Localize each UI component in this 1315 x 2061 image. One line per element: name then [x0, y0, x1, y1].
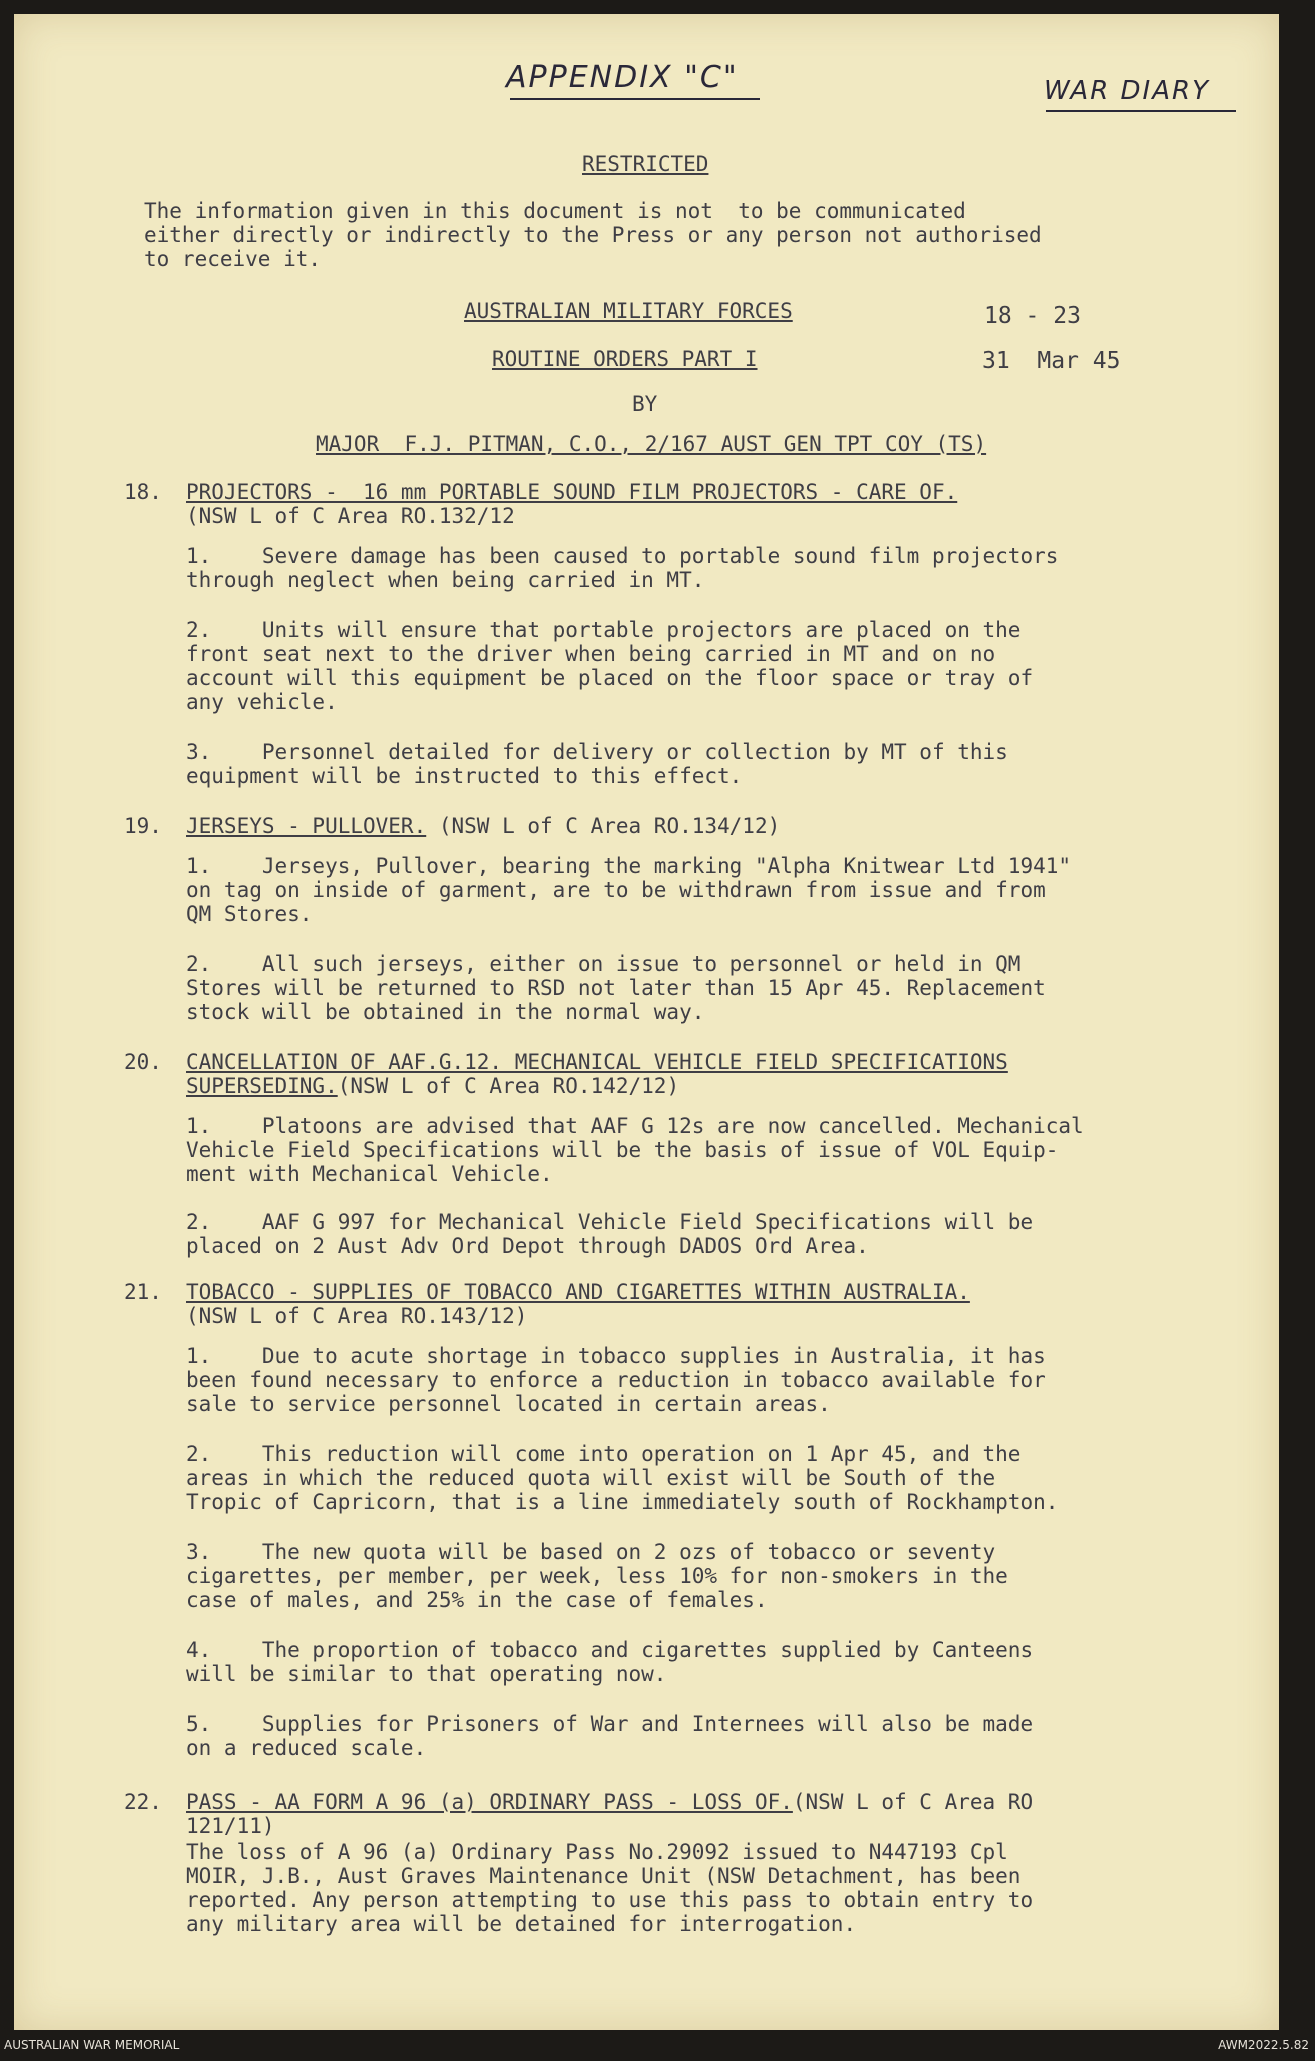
order-title — [186, 480, 957, 528]
order-paragraph — [186, 1114, 1084, 1186]
order-paragraph — [186, 1210, 1033, 1258]
order-paragraph — [186, 618, 1033, 714]
order-title — [186, 1280, 970, 1328]
order-reference: (NSW L of C Area RO.132/12 — [186, 504, 515, 528]
notice-line: to receive it. — [144, 247, 322, 271]
paragraph-line: ment with Mechanical Vehicle. — [186, 1162, 553, 1186]
order-number: 20. — [124, 1050, 162, 1074]
order-reference: (NSW L of C Area RO.143/12) — [186, 1304, 528, 1328]
paragraph-line: 3. Personnel detailed for delivery or collection by MT of this — [186, 740, 1008, 764]
order-paragraph — [186, 952, 1046, 1024]
order-reference: (NSW L of C Area RO — [792, 1790, 1034, 1814]
paragraph-line: front seat next to the driver when being carried in MT and on no — [186, 642, 996, 666]
paragraph-line: on a reduced scale. — [186, 1736, 427, 1760]
paragraph-line: 2. This reduction will come into operation on 1 Apr 45, and the — [186, 1442, 1021, 1466]
order-reference: (NSW L of C Area RO.142/12) — [337, 1074, 680, 1098]
notice-line: The information given in this document is not to be communicated — [144, 199, 966, 223]
order-paragraph — [186, 1638, 1033, 1686]
paragraph-line: MOIR, J.B., Aust Graves Maintenance Unit (NSW Detachment, has been — [186, 1864, 1021, 1888]
paragraph-line: been found necessary to enforce a reduction in tobacco available for — [186, 1368, 1046, 1392]
paragraph-line: 3. The new quota will be based on 2 ozs of tobacco or seventy — [186, 1540, 996, 1564]
notice-line: either directly or indirectly to the Press or any person not authorised — [144, 223, 1042, 247]
paragraph-line: reported. Any person attempting to use this pass to obtain entry to — [186, 1888, 1034, 1912]
paragraph-line: will be similar to that operating now. — [186, 1662, 667, 1686]
order-paragraph — [186, 544, 1058, 592]
paragraph-line: 5. Supplies for Prisoners of War and Internees will also be made — [186, 1712, 1034, 1736]
order-number: 18. — [124, 480, 162, 504]
paragraph-line: account will this equipment be placed on the floor space or tray of — [186, 666, 1034, 690]
paragraph-line: QM Stores. — [186, 902, 313, 926]
order-paragraph — [186, 854, 1071, 926]
header-forces: AUSTRALIAN MILITARY FORCES — [464, 299, 793, 323]
order-paragraph — [186, 1344, 1046, 1416]
war-diary-underline — [1046, 110, 1236, 112]
paragraph-line: 1. Due to acute shortage in tobacco supplies in Australia, it has — [186, 1344, 1046, 1368]
appendix-underline — [510, 98, 760, 100]
order-number: 21. — [124, 1280, 162, 1304]
order-title-text: SUPERSEDING. — [186, 1074, 338, 1098]
paragraph-line: 2. AAF G 997 for Mechanical Vehicle Field Specifications will be — [186, 1210, 1034, 1234]
order-paragraph — [186, 1540, 1008, 1612]
paragraph-line: areas in which the reduced quota will exist will be South of the — [186, 1466, 996, 1490]
order-date: 31 Mar 45 — [982, 348, 1121, 374]
restricted-heading: RESTRICTED — [582, 152, 709, 176]
paragraph-line: The loss of A 96 (a) Ordinary Pass No.29092 issued to N447193 Cpl — [186, 1840, 1008, 1864]
paragraph-line: 2. All such jerseys, either on issue to personnel or held in QM — [186, 952, 1021, 976]
paragraph-line: 2. Units will ensure that portable projectors are placed on the — [186, 618, 1021, 642]
order-reference: (NSW L of C Area RO.134/12) — [438, 814, 781, 838]
handwritten-appendix-label: APPENDIX "C" — [506, 60, 739, 95]
footer-catalogue-id: AWM2022.5.82 — [1218, 2038, 1309, 2052]
paragraph-line: 1. Platoons are advised that AAF G 12s are now cancelled. Mechanical — [186, 1114, 1084, 1138]
order-title — [186, 1050, 1008, 1098]
document-page — [14, 14, 1279, 2030]
paragraph-line: any vehicle. — [186, 690, 338, 714]
handwritten-war-diary-label: WAR DIARY — [1044, 76, 1210, 106]
order-title — [186, 1790, 1033, 1838]
header-issuing-officer: MAJOR F.J. PITMAN, C.O., 2/167 AUST GEN TPT COY (TS) — [316, 432, 987, 456]
paragraph-line: 1. Jerseys, Pullover, bearing the marking "Alpha Knitwear Ltd 1941" — [186, 854, 1072, 878]
order-paragraph — [186, 1840, 1033, 1936]
order-numbers-range: 18 - 23 — [984, 303, 1081, 329]
order-title-text: PASS - AA FORM A 96 (a) ORDINARY PASS - LOSS OF. — [186, 1790, 793, 1814]
header-routine-orders: ROUTINE ORDERS PART I — [492, 347, 758, 371]
paragraph-line: sale to service personnel located in certain areas. — [186, 1392, 831, 1416]
order-number: 22. — [124, 1790, 162, 1814]
paragraph-line: cigarettes, per member, per week, less 10% for non-smokers in the — [186, 1564, 1008, 1588]
order-title-text: TOBACCO - SUPPLIES OF TOBACCO AND CIGARETTES WITHIN AUSTRALIA. — [186, 1280, 970, 1304]
paragraph-line: through neglect when being carried in MT. — [186, 568, 705, 592]
paragraph-line: placed on 2 Aust Adv Ord Depot through DADOS Ord Area. — [186, 1234, 869, 1258]
paragraph-line: Vehicle Field Specifications will be the basis of issue of VOL Equip- — [186, 1138, 1059, 1162]
paragraph-line: 4. The proportion of tobacco and cigarettes supplied by Canteens — [186, 1638, 1034, 1662]
paragraph-line: any military area will be detained for interrogation. — [186, 1912, 857, 1936]
paragraph-line: case of males, and 25% in the case of females. — [186, 1588, 768, 1612]
order-paragraph — [186, 1442, 1058, 1514]
paragraph-line: Tropic of Capricorn, that is a line immediately south of Rockhampton. — [186, 1490, 1059, 1514]
order-number: 19. — [124, 814, 162, 838]
footer-institution: AUSTRALIAN WAR MEMORIAL — [4, 2038, 180, 2052]
paragraph-line: on tag on inside of garment, are to be withdrawn from issue and from — [186, 878, 1046, 902]
order-title — [186, 814, 780, 838]
order-title-text: JERSEYS - PULLOVER. — [186, 814, 427, 838]
paragraph-line: Stores will be returned to RSD not later than 15 Apr 45. Replacement — [186, 976, 1046, 1000]
confidentiality-notice — [144, 199, 1042, 271]
order-reference: 121/11) — [186, 1814, 275, 1838]
order-title-text: PROJECTORS - 16 mm PORTABLE SOUND FILM PROJECTORS - CARE OF. — [186, 480, 958, 504]
paragraph-line: 1. Severe damage has been caused to portable sound film projectors — [186, 544, 1059, 568]
header-by: BY — [632, 392, 658, 416]
order-title-text: CANCELLATION OF AAF.G.12. MECHANICAL VEHICLE FIELD SPECIFICATIONS — [186, 1050, 1008, 1074]
paragraph-line: equipment will be instructed to this effect. — [186, 764, 743, 788]
order-paragraph — [186, 740, 1008, 788]
paragraph-line: stock will be obtained in the normal way. — [186, 1000, 705, 1024]
order-paragraph — [186, 1712, 1033, 1760]
